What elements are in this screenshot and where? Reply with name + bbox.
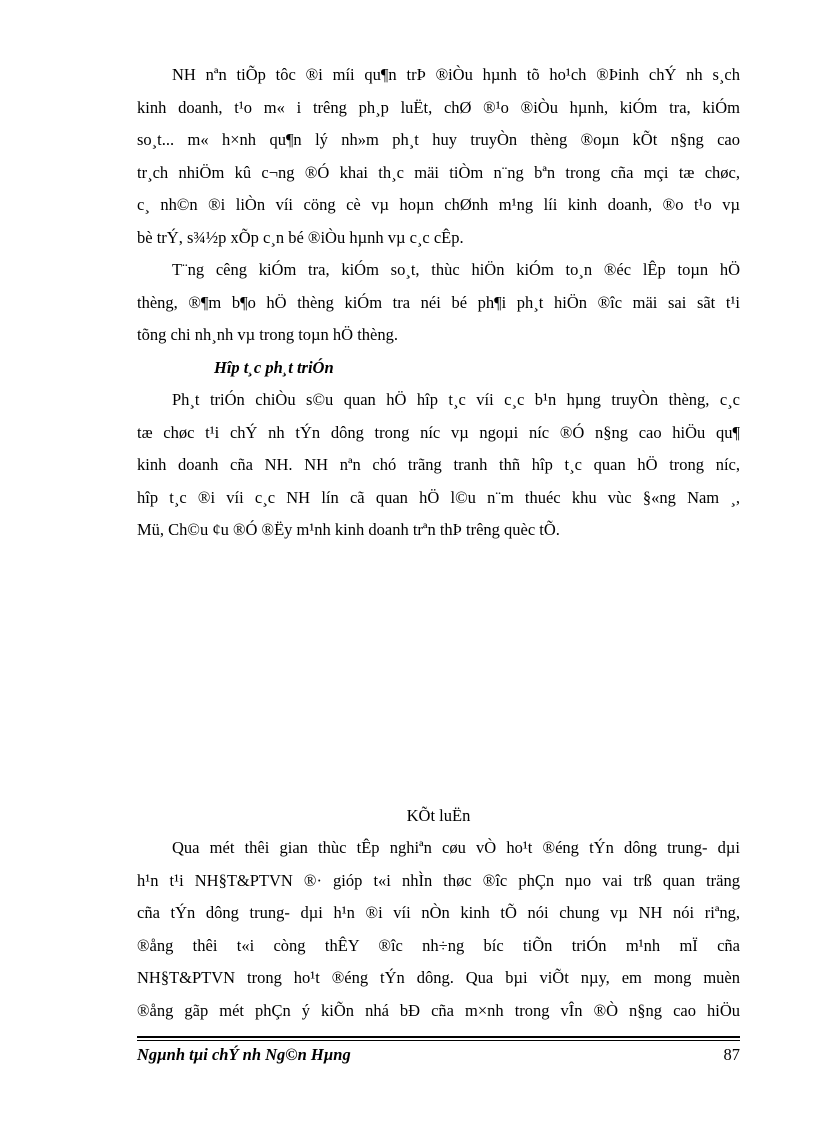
paragraph-3-line: Ph¸t triÓn chiÒu s©u quan hÖ hîp t¸c víi c¸c b¹n hµng truyÒn thèng, c¸c — [172, 390, 740, 409]
paragraph-4-line: Qua mét thêi gian thùc tÊp nghiªn cøu vÒ ho¹t ®éng tÝn dông trung- dµi — [172, 838, 740, 857]
conclusion-title: KÕt luËn — [406, 806, 471, 825]
section-heading: Hîp t¸c ph¸t triÓn — [214, 357, 334, 377]
page-number: 87 — [723, 1045, 740, 1064]
paragraph-4-line: NH§T&PTVN trong ho¹t ®éng tÝn dông. Qua bµi viÕt nµy, em mong muèn — [137, 968, 740, 987]
paragraph-3-line: hîp t¸c ®i víi c¸c NH lín cã quan hÖ l©u n¨m thuéc khu vùc §«ng Nam ¸, — [137, 487, 740, 507]
main-text-lower — [137, 832, 740, 1027]
footer-rule-thick — [137, 1036, 740, 1038]
paragraph-4-line: h¹n t¹i NH§T&PTVN ®· gióp t«i nhÌn thøc ®îc phÇn nµo vai trß quan träng — [137, 870, 740, 890]
paragraph-1-line: NH nªn tiÕp tôc ®i míi qu¶n trÞ ®iÒu hµnh tõ ho¹ch ®Þinh chÝ nh s¸ch — [172, 65, 740, 84]
paragraph-2-line: thèng, ®¶m b¶o hÖ thèng kiÓm tra néi bé ph¶i ph¸t hiÖn ®îc mäi sai sãt t¹i — [137, 292, 740, 312]
paragraph-1-line: c¸ nh©n ®i liÒn víi cöng cè vµ hoµn chØnh m¹ng líi kinh doanh, ®o t¹o vµ — [137, 195, 740, 214]
paragraph-1-line: so¸t... m« h×nh qu¶n lý nh»m ph¸t huy truyÒn thèng ®oµn kÕt n§ng cao — [137, 130, 740, 149]
main-text-upper — [137, 59, 740, 547]
paragraph-2-line: T¨ng cêng kiÓm tra, kiÓm so¸t, thùc hiÖn kiÓm to¸n ®éc lÊp toµn hÖ — [172, 260, 740, 279]
paragraph-4-line: ®ång gãp mét phÇn ý kiÕn nhá bÐ cña m×nh trong vÎn ®Ò n§ng cao hiÖu — [137, 1000, 740, 1020]
paragraph-2-line: tõng chi nh¸nh vµ trong toµn hÖ thèng. — [137, 325, 398, 344]
paragraph-3-line: kinh doanh cña NH. NH nªn chó trãng tranh thñ hîp t¸c quan hÖ trong níc, — [137, 455, 740, 474]
paragraph-4-line: ®ång thêi t«i còng thÊY ®îc nh÷ng bíc tiÕn triÓn m¹nh mÏ cña — [137, 935, 740, 955]
footer-rule-thin — [137, 1040, 740, 1041]
paragraph-1-line: kinh doanh, t¹o m« i trêng ph¸p luËt, chØ ®¹o ®iÒu hµnh, kiÓm tra, kiÓm — [137, 97, 740, 117]
paragraph-3-line: tæ chøc t¹i chÝ nh tÝn dông trong níc vµ ngoµi níc ®Ó n§ng cao hiÖu qu¶ — [137, 422, 740, 442]
paragraph-3-line: Mü, Ch©u ¢u ®Ó ®Ëy m¹nh kinh doanh trªn thÞ trêng quèc tÕ. — [137, 520, 560, 539]
paragraph-1-line: tr¸ch nhiÖm kû c¬ng ®Ó khai th¸c mäi tiÒm n¨ng bªn trong cña mçi tæ chøc, — [137, 162, 740, 182]
paragraph-1-line: bè trÝ, s¾½p xÕp c¸n bé ®iÒu hµnh vµ c¸c cÊp. — [137, 227, 464, 247]
paragraph-4-line: cña tÝn dông trung- dµi h¹n ®i víi nÒn kinh tÕ nói chung vµ NH nói riªng, — [137, 903, 740, 922]
footer-department: Ngµnh tµi chÝ nh Ng©n Hµng — [137, 1045, 351, 1064]
